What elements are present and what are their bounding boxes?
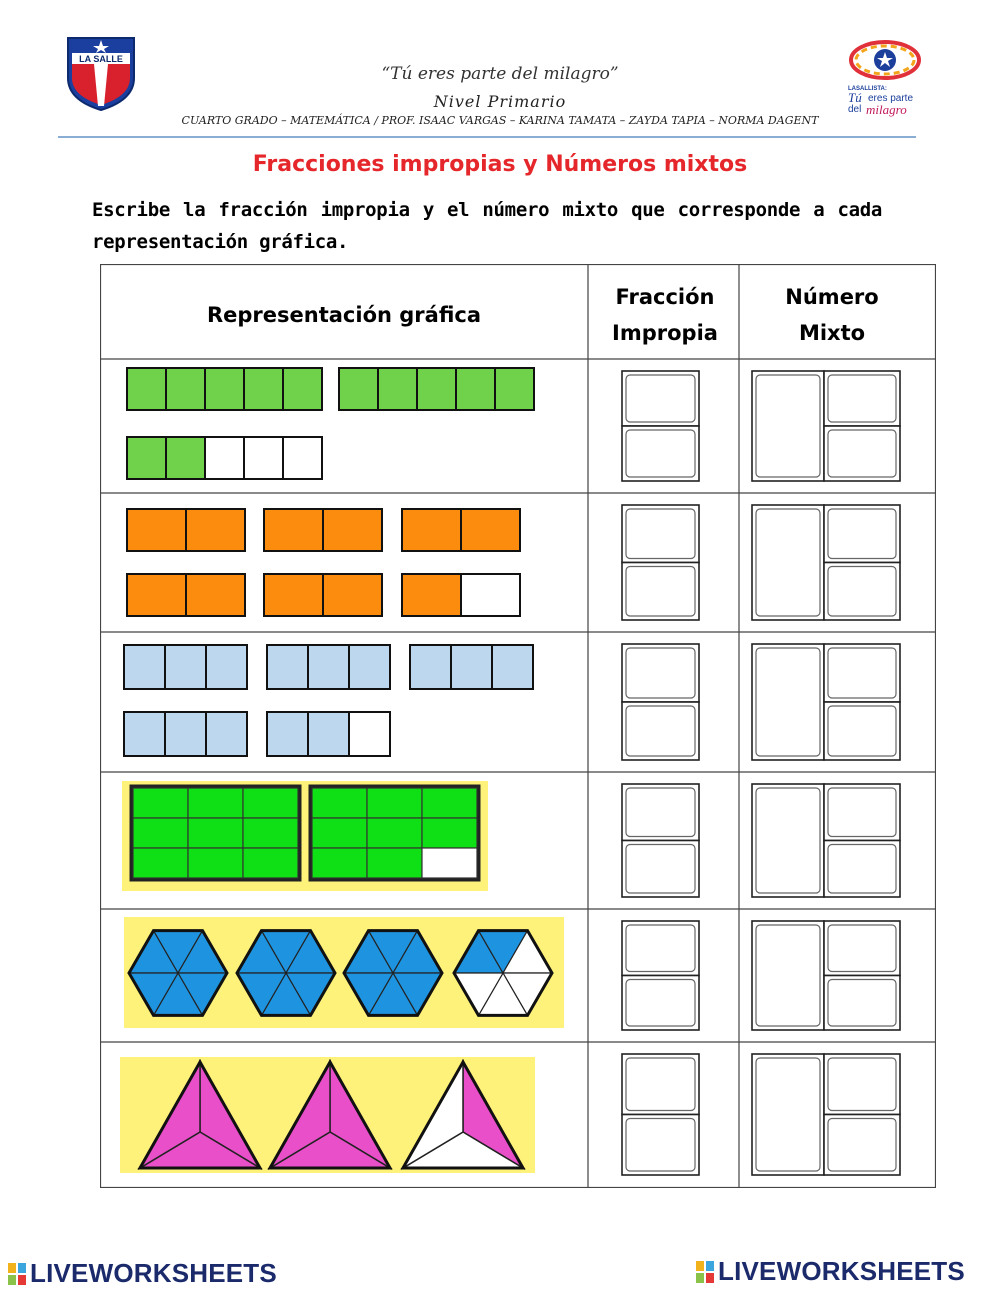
- mixed-numerator-input[interactable]: [828, 509, 896, 559]
- shaded-part: [188, 848, 243, 878]
- mixed-denominator-input[interactable]: [828, 1119, 896, 1172]
- shaded-part: [308, 712, 349, 756]
- fraction-whole: [267, 645, 390, 689]
- shaded-part: [186, 509, 245, 551]
- unshaded-part: [205, 437, 244, 479]
- liveworksheets-badge-icon: [696, 1261, 714, 1283]
- shaded-part: [422, 818, 477, 848]
- mixed-whole-input[interactable]: [756, 648, 820, 756]
- answer-row: [622, 1054, 900, 1175]
- mixed-denominator-input[interactable]: [828, 845, 896, 894]
- shaded-part: [243, 788, 298, 818]
- school-motto: “Tú eres parte del milagro”: [381, 64, 619, 84]
- shaded-part: [205, 368, 244, 410]
- mixed-denominator-input[interactable]: [828, 567, 896, 617]
- shaded-part: [124, 645, 165, 689]
- shaded-part: [133, 788, 188, 818]
- shaded-part: [461, 509, 520, 551]
- shaded-part: [124, 712, 165, 756]
- mixed-whole-input[interactable]: [756, 509, 820, 616]
- shaded-part: [312, 818, 367, 848]
- fraction-whole: [267, 712, 390, 756]
- shaded-part: [283, 368, 322, 410]
- header-divider: [58, 136, 916, 138]
- fraction-numerator-input[interactable]: [626, 509, 695, 559]
- fraction-denominator-input[interactable]: [626, 980, 695, 1027]
- answer-row: [622, 644, 900, 760]
- shaded-part: [133, 818, 188, 848]
- graphic-representations: [120, 368, 564, 1173]
- mixed-denominator-input[interactable]: [828, 430, 896, 477]
- fraction-whole: [402, 509, 520, 551]
- fraction-whole: [264, 509, 382, 551]
- shaded-part: [244, 368, 283, 410]
- mixed-numerator-input[interactable]: [828, 648, 896, 698]
- liveworksheets-text-left: LIVEWORKSHEETS: [30, 1258, 277, 1288]
- fraction-denominator-input[interactable]: [626, 1119, 695, 1172]
- header-fraction-line2: Impropia: [612, 321, 718, 345]
- shaded-part: [186, 574, 245, 616]
- shaded-part: [451, 645, 492, 689]
- liveworksheets-logo-right: [696, 1256, 965, 1287]
- shaded-part: [410, 645, 451, 689]
- answer-row: [622, 921, 900, 1030]
- header-fraction-line1: Fracción: [615, 285, 715, 309]
- mixed-numerator-input[interactable]: [828, 788, 896, 837]
- fraction-denominator-input[interactable]: [626, 706, 695, 756]
- fraction-whole: [127, 368, 322, 410]
- shaded-part: [312, 788, 367, 818]
- table-header: [207, 285, 879, 345]
- fraction-whole: [264, 574, 382, 616]
- shaded-part: [495, 368, 534, 410]
- shaded-part: [312, 848, 367, 878]
- mixed-numerator-input[interactable]: [828, 1058, 896, 1111]
- fraction-whole: [127, 574, 245, 616]
- shaded-part: [127, 574, 186, 616]
- mixed-numerator-input[interactable]: [828, 375, 896, 422]
- course-line: CUARTO GRADO – MATEMÁTICA / PROF. ISAAC VARGAS – KARINA TAMATA – ZAYDA TAPIA – NORMA DAGENT: [181, 114, 819, 127]
- shaded-part: [133, 848, 188, 878]
- unshaded-part: [283, 437, 322, 479]
- shaded-part: [267, 712, 308, 756]
- shaded-part: [165, 645, 206, 689]
- shaded-part: [402, 509, 461, 551]
- mixed-numerator-input[interactable]: [828, 925, 896, 972]
- fraction-whole: [124, 645, 247, 689]
- unshaded-part: [244, 437, 283, 479]
- fraction-numerator-input[interactable]: [626, 648, 695, 698]
- instructions: Escribe la fracción impropia y el número mixto que corresponde a cada representación gráfica.: [92, 199, 882, 253]
- shaded-part: [417, 368, 456, 410]
- shaded-part: [188, 788, 243, 818]
- la-salle-logo: [64, 32, 138, 112]
- mixed-denominator-input[interactable]: [828, 706, 896, 756]
- header-mixed-line1: Número: [785, 285, 879, 309]
- shaded-part: [206, 712, 247, 756]
- shaded-part: [323, 509, 382, 551]
- shaded-part: [264, 574, 323, 616]
- logo-text: LA SALLE: [79, 54, 123, 64]
- svg-text:LASALLISTA:: LASALLISTA:: [848, 86, 887, 92]
- fraction-whole: [402, 574, 520, 616]
- liveworksheets-badge-icon: [8, 1263, 26, 1285]
- fraction-denominator-input[interactable]: [626, 430, 695, 477]
- shaded-part: [267, 645, 308, 689]
- shaded-part: [367, 788, 422, 818]
- mixed-whole-input[interactable]: [756, 1058, 820, 1171]
- header-graphic: Representación gráfica: [206, 303, 482, 327]
- shaded-part: [127, 437, 166, 479]
- mixed-denominator-input[interactable]: [828, 980, 896, 1027]
- shaded-part: [127, 368, 166, 410]
- shaded-part: [402, 574, 461, 616]
- fraction-whole: [310, 786, 479, 880]
- fraction-whole: [339, 368, 534, 410]
- fraction-numerator-input[interactable]: [626, 375, 695, 422]
- header-mixed-line2: Mixto: [798, 321, 866, 345]
- shaded-part: [188, 818, 243, 848]
- liveworksheets-text-right: LIVEWORKSHEETS: [718, 1256, 965, 1286]
- unshaded-part: [461, 574, 520, 616]
- shaded-part: [165, 712, 206, 756]
- shaded-part: [367, 848, 422, 878]
- fraction-whole: [410, 645, 533, 689]
- shaded-part: [492, 645, 533, 689]
- fraction-whole: [124, 712, 247, 756]
- school-level: Nivel Primario: [433, 92, 567, 111]
- shaded-part: [323, 574, 382, 616]
- shaded-part: [166, 437, 205, 479]
- shaded-part: [339, 368, 378, 410]
- fraction-denominator-input[interactable]: [626, 567, 695, 617]
- shaded-part: [243, 848, 298, 878]
- shaded-part: [308, 645, 349, 689]
- mixed-whole-input[interactable]: [756, 375, 820, 477]
- shaded-part: [456, 368, 495, 410]
- shaded-part: [378, 368, 417, 410]
- fraction-numerator-input[interactable]: [626, 925, 695, 972]
- shaded-part: [206, 645, 247, 689]
- mixed-whole-input[interactable]: [756, 788, 820, 893]
- answer-row: [622, 784, 900, 897]
- svg-text:milagro: milagro: [866, 102, 907, 117]
- fraction-denominator-input[interactable]: [626, 845, 695, 894]
- shaded-part: [264, 509, 323, 551]
- worksheet-title: Fracciones impropias y Números mixtos: [252, 152, 748, 177]
- fraction-whole: [127, 437, 322, 479]
- unshaded-part: [422, 848, 477, 878]
- milagro-eye-logo: [846, 38, 924, 130]
- answer-row: [622, 371, 900, 481]
- exercise-table: [100, 264, 936, 1188]
- fraction-whole: [127, 509, 245, 551]
- liveworksheets-logo-left: [8, 1258, 277, 1289]
- mixed-whole-input[interactable]: [756, 925, 820, 1026]
- answer-row: [622, 505, 900, 620]
- unshaded-part: [349, 712, 390, 756]
- shaded-part: [349, 645, 390, 689]
- svg-text:eres parte: eres parte: [868, 93, 914, 104]
- answer-boxes: [622, 371, 900, 1175]
- fraction-whole: [131, 786, 300, 880]
- shaded-part: [243, 818, 298, 848]
- shaded-part: [127, 509, 186, 551]
- shaded-part: [367, 818, 422, 848]
- shaded-part: [422, 788, 477, 818]
- svg-text:del: del: [848, 104, 862, 115]
- svg-text:Tú: Tú: [848, 90, 862, 105]
- shaded-part: [166, 368, 205, 410]
- fraction-numerator-input[interactable]: [626, 1058, 695, 1111]
- fraction-numerator-input[interactable]: [626, 788, 695, 837]
